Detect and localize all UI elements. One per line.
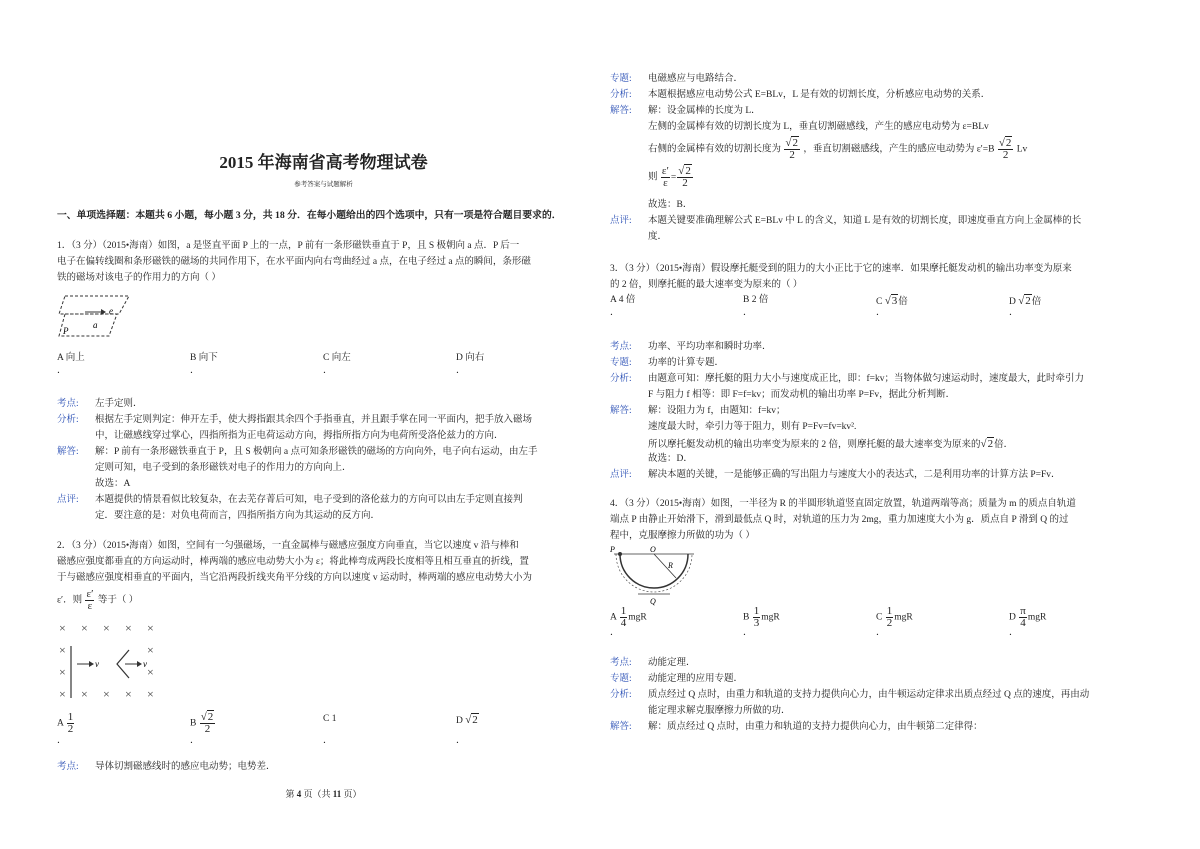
q4-stem-line2: 端点 P 由静止开始滑下，滑到最低点 Q 时，对轨道的压力为 2mg，重力加速度大小为 g．质点自 P 滑到 Q 的过: [610, 515, 1069, 525]
q1-fig-P: P: [63, 326, 69, 336]
q4-fig-O: O: [650, 545, 656, 554]
q1-options: A 向上 B 向下 C 向左 D 向右 ． ． ． ．: [57, 353, 485, 376]
q3-option-b: B 2 倍: [743, 295, 769, 305]
q4-option-c: C $\frac{1}{2}$ mgR: [876, 605, 913, 629]
q4-options: A $\frac{1}{4}$ mgR B $\frac{1}{3}$ mgR C $\frac{1}{2}$ mgR D $\frac{\pi}{4}$ mgR ． ． ． ．: [610, 605, 1047, 638]
q2-option-a: A $\frac{1}{2}$: [57, 711, 74, 735]
field-cross: ×: [125, 621, 132, 635]
field-cross: ×: [81, 621, 88, 635]
q1-fig-e: e: [109, 306, 113, 316]
field-cross: ×: [59, 621, 66, 635]
q1-stem-line3: 铁的磁场对该电子的作用力的方向（ ）: [57, 273, 221, 283]
page-subtitle: 参考答案与试题解析: [294, 181, 353, 188]
q2-fig-v2: v: [143, 659, 147, 669]
q4-stem-line3: 程中，克服摩擦力所做的功为（ ）: [610, 531, 755, 541]
section-heading: 一、单项选择题：本题共 6 小题，每小题 3 分，共 18 分．在每小题给出的四个选项中，只有一项是符合题目要求的．: [57, 210, 562, 221]
q1-fig-a: a: [93, 320, 98, 330]
q1-stem-line1: 1．（3 分）（2015•海南）如图，a 是竖直平面 P 上的一点，P 前有一条形磁铁垂直于 P，且 S 极朝向 a 点．P 后一: [57, 241, 520, 251]
page-footer: 第 4 页（共 11 页）: [285, 789, 362, 799]
q3-options: A 4 倍 B 2 倍 C √3倍 D √2倍 ． ． ． ．: [610, 295, 1042, 318]
q4-option-d: D $\frac{\pi}{4}$ mgR: [1009, 605, 1047, 629]
field-cross: ×: [147, 665, 154, 679]
q2-figure: [57, 620, 167, 708]
q4-fig-R: R: [668, 561, 673, 570]
field-cross: ×: [59, 665, 66, 679]
q1-option-a: A 向上: [57, 353, 85, 363]
q4-figure: [610, 544, 700, 610]
q4-fig-P: P: [610, 545, 615, 554]
page-title: 2015 年海南省高考物理试卷: [219, 153, 428, 172]
q2-option-c: C 1: [323, 714, 337, 724]
field-cross: ×: [125, 687, 132, 701]
q3-stem-line2: 的 2 倍，则摩托艇的最大速率变为原来的（ ）: [610, 280, 803, 290]
q4-option-a: A $\frac{1}{4}$ mgR: [610, 605, 647, 629]
q4-stem-line1: 4．（3 分）（2015•海南）如图，一半径为 R 的半圆形轨道竖直固定放置，轨道两端等高；质量为 m 的质点自轨道: [610, 499, 1076, 509]
q1-figure: [57, 292, 132, 340]
q3-option-c: C √3倍: [876, 295, 908, 307]
q2-option-b: B $\frac{√2}{2}$: [190, 711, 214, 735]
q1-option-c: C 向左: [323, 353, 351, 363]
q2-stem-line3: 于与磁感应强度相垂直的平面内，当它沿两段折线夹角平分线的方向以速度 v 运动时，棒两端的感应电动势大小为: [57, 573, 533, 583]
q2-option-d: D √2: [456, 714, 478, 726]
q1-stem-line2: 电子在偏转线圈和条形磁铁的磁场的共同作用下，在水平面内向右弯曲经过 a 点，在电子经过 a 点的瞬间，条形磁: [57, 257, 531, 267]
q4-option-b: B $\frac{1}{3}$ mgR: [743, 605, 780, 629]
q2-fig-v1: v: [95, 659, 99, 669]
q3-option-a: A 4 倍: [610, 295, 636, 305]
field-cross: ×: [81, 687, 88, 701]
q4-fig-Q: Q: [650, 597, 656, 606]
q1-option-d: D 向右: [456, 353, 485, 363]
q2-stem-line2: 磁感应强度都垂直的方向运动时，棒两端的感应电动势大小为 ε；将此棒弯成两段长度相等且相互垂直的折线，置: [57, 557, 529, 567]
field-cross: ×: [147, 621, 154, 635]
q2-stem-line1: 2．（3 分）（2015•海南）如图，空间有一匀强磁场，一直金属棒与磁感应强度方向垂直，当它以速度 v 沿与棒和: [57, 541, 519, 551]
field-cross: ×: [59, 643, 66, 657]
q3-stem-line1: 3．（3 分）（2015•海南）假设摩托艇受到的阻力的大小正比于它的速率．如果摩托艇发动机的输出功率变为原来: [610, 264, 1072, 274]
field-cross: ×: [103, 687, 110, 701]
q2-options: A $\frac{1}{2}$ B $\frac{√2}{2}$ C 1 D √2 ． ． ． ．: [57, 711, 478, 746]
field-cross: ×: [59, 687, 66, 701]
field-cross: ×: [147, 643, 154, 657]
field-cross: ×: [147, 687, 154, 701]
q2-stem-line4: ε′．则 $\frac{\varepsilon'}{\varepsilon}$ 等于（ ）: [57, 588, 139, 612]
field-cross: ×: [103, 621, 110, 635]
q1-option-b: B 向下: [190, 353, 218, 363]
q3-option-d: D √2倍: [1009, 295, 1042, 307]
